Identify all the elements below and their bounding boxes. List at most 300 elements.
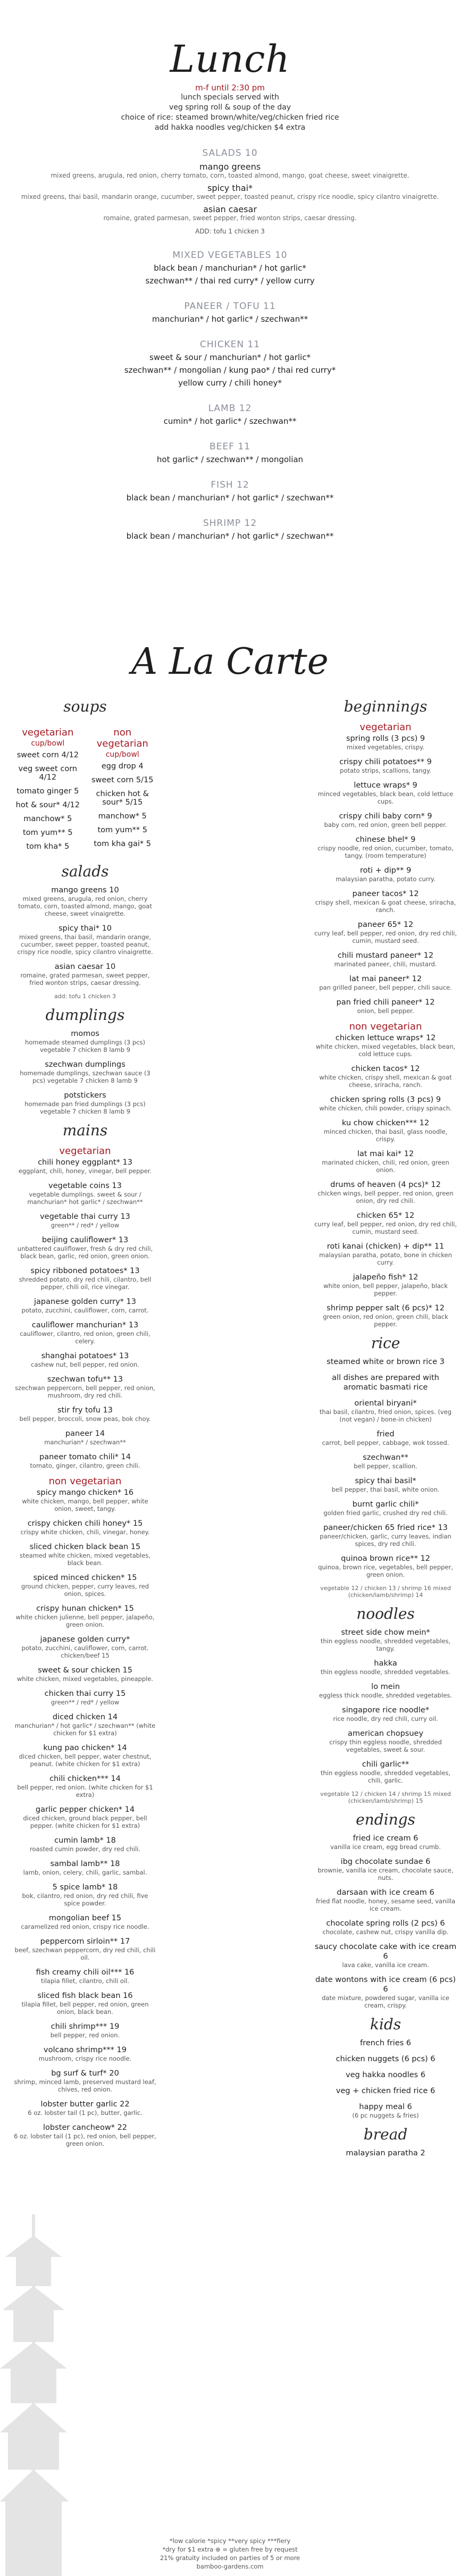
menu-item: [13, 1991, 157, 2015]
menu-item: [314, 734, 457, 751]
beginnings-nonveg-title: non vegetarian: [349, 1021, 422, 1032]
menu-item: [13, 1375, 157, 1399]
menu-item-name: chicken thai curry 15: [44, 1690, 126, 1698]
menu-item: [314, 1429, 457, 1446]
menu-item-name: spring rolls (3 pcs) 9: [346, 734, 425, 743]
menu-item: [13, 1029, 157, 1053]
menu-item-desc: quinoa, brown rice, vegetables, bell pepper, green onion.: [318, 1563, 453, 1578]
menu-item-name: peppercorn sirloin** 17: [40, 1937, 130, 1946]
menu-item: [314, 1942, 457, 1969]
menu-item-name: kung pao chicken* 14: [43, 1744, 127, 1752]
menu-item-name: sliced chicken black bean 15: [29, 1543, 141, 1551]
lunch-section-options: cumin* / hot garlic* / szechwan**: [163, 416, 297, 426]
menu-item-desc: mushroom, crispy rice noodle.: [38, 2055, 132, 2062]
menu-item-desc: manchurian* / hot garlic* / szechwan** (white chicken for $1 extra): [14, 1722, 156, 1737]
menu-item-name: garlic pepper chicken* 14: [35, 1805, 135, 1814]
menu-item: [314, 1273, 457, 1297]
menu-item-desc: bell pepper, red onion. (white chicken for $1 extra): [17, 1784, 153, 1799]
menu-item-desc: cauliflower, cilantro, red onion, green chili, celery.: [20, 1330, 150, 1345]
menu-item: [314, 1834, 457, 1851]
menu-item-desc: marinated chicken, chili, red onion, green onion.: [322, 1159, 449, 1174]
lunch-section-title: FISH 12: [211, 480, 249, 490]
soup-item: tom kha gai* 5: [94, 840, 151, 848]
salads-add: add: tofu 1 chicken 3: [54, 993, 116, 1000]
menu-item: [13, 1158, 157, 1175]
lunch-salad-name: spicy thai*: [207, 183, 253, 193]
lunch-protein-section: [0, 301, 460, 324]
menu-item-desc: beef, szechwan peppercorn, dry red chili, chili oil.: [14, 1946, 156, 1961]
lunch-salad-add: ADD: tofu 1 chicken 3: [195, 228, 265, 235]
lunch-salad-desc: romaine, grated parmesan, sweet pepper, fried wonton strips, caesar dressing.: [103, 214, 357, 222]
lunch-salads-title: SALADS 10: [202, 148, 258, 158]
menu-item-desc: thin eggless noodle, shredded vegetables, tangy.: [320, 1637, 451, 1652]
menu-item-desc: manchurian* / szechwan**: [44, 1438, 126, 1446]
menu-item-name: paneer tomato chili* 14: [39, 1453, 131, 1461]
menu-item: [13, 1181, 157, 1206]
soup-item: manchow* 5: [98, 812, 147, 821]
lunch-section: [0, 37, 460, 541]
menu-item: [13, 1805, 157, 1829]
menu-item-desc: homemade steamed dumplings (3 pcs) vegetable 7 chicken 8 lamb 9: [24, 1039, 145, 1053]
menu-item-name: szechwan dumplings: [45, 1060, 126, 1069]
lunch-protein-section: [0, 339, 460, 388]
lunch-section-title: BEEF 11: [210, 441, 250, 452]
endings-title: endings: [356, 1811, 415, 1828]
menu-item-name: spicy mango chicken* 16: [36, 1488, 134, 1497]
menu-item: [13, 1712, 157, 1737]
menu-item-desc: malaysian paratha, potato curry.: [336, 875, 436, 883]
menu-item-name: street side chow mein*: [341, 1628, 430, 1637]
bread-title: bread: [363, 2126, 408, 2143]
menu-item-desc: thai basil, cilantro, fried onion, spices. (veg (not vegan) / bone-in chicken): [319, 1408, 452, 1423]
menu-item-desc: bell pepper, scallion.: [354, 1462, 417, 1470]
menu-item-name: darsaan with ice cream 6: [337, 1888, 434, 1897]
salads-title: salads: [61, 863, 109, 880]
noodles-title: noodles: [356, 1605, 415, 1622]
menu-item-name: roti kanai (chicken) + dip** 11: [327, 1242, 445, 1251]
soup-item: manchow* 5: [23, 815, 72, 823]
menu-item: [13, 1406, 157, 1423]
menu-item-name: hakka: [374, 1659, 397, 1668]
menu-item: [314, 1682, 457, 1699]
menu-item-name: japanese golden curry* 13: [34, 1298, 136, 1306]
menu-item-name: roti + dip** 9: [359, 866, 412, 875]
menu-item-desc: minced chicken, thai basil, glass noodle, crispy.: [323, 1128, 448, 1143]
menu-item-name: spicy ribboned potatoes* 13: [30, 1267, 140, 1275]
menu-item-name: mongolian beef 15: [48, 1914, 122, 1922]
menu-item-name: chili mustard paneer* 12: [337, 951, 434, 960]
menu-item-desc: brownie, vanilla ice cream, chocolate sauce, nuts.: [317, 1867, 454, 1881]
menu-item-name: shanghai potatoes* 13: [41, 1352, 129, 1360]
lunch-section-options: hot garlic* / szechwan** / mongolian: [156, 455, 304, 464]
menu-item-desc: potato strips, scallions, tangy.: [340, 767, 431, 774]
menu-item-name: lobster butter garlic 22: [40, 2100, 130, 2109]
menu-item-name: french fries 6: [359, 2039, 412, 2047]
menu-item-desc: 6 oz. lobster tail (1 pc), butter, garlic.: [28, 2109, 143, 2117]
menu-item: [13, 924, 157, 956]
menu-item: [13, 1452, 157, 1469]
menu-item-desc: shredded potato, dry red chili, cilantro, bell pepper, chili oil, rice vinegar.: [19, 1276, 152, 1291]
lunch-section-options: black bean / manchurian* / hot garlic* / szechwan**: [126, 531, 334, 541]
menu-item: [314, 1760, 457, 1784]
menu-item-name: chili chicken*** 14: [49, 1775, 121, 1783]
menu-item-desc: shrimp, minced lamb, preserved mustard leaf, chives, red onion.: [14, 2078, 156, 2093]
menu-item: [314, 1399, 457, 1423]
menu-item: [314, 1857, 457, 1881]
menu-item-desc: golden fried garlic, crushed dry red chili.: [323, 1509, 448, 1517]
menu-item: [314, 2070, 457, 2080]
menu-item-name: 5 spice lamb* 18: [52, 1883, 118, 1892]
menu-item-desc: eggless thick noodle, shredded vegetables.: [319, 1692, 452, 1699]
menu-item: [314, 951, 457, 968]
menu-item: [314, 1373, 457, 1392]
menu-item: [314, 1064, 457, 1089]
soup-item: veg sweet corn 4/12: [18, 765, 78, 782]
menu-item-name: szechwan tofu** 13: [47, 1375, 123, 1384]
menu-item: [314, 1303, 457, 1328]
menu-item-name: chicken spring rolls (3 pcs) 9: [330, 1095, 441, 1104]
menu-item-desc: roasted cumin powder, dry red chili.: [29, 1845, 141, 1853]
lunch-salads: [0, 148, 460, 235]
menu-item-name: spicy thai* 10: [58, 924, 112, 933]
menu-item-name: paneer 14: [65, 1429, 105, 1438]
menu-item: [314, 1095, 457, 1112]
lunch-section-options: szechwan** / mongolian / kung pao* / thai red curry*: [124, 365, 336, 375]
menu-item: [13, 962, 157, 986]
menu-item: [13, 1429, 157, 1446]
menu-item-name: sliced fish black bean 16: [37, 1992, 133, 2000]
lunch-note: lunch specials served with: [181, 93, 279, 102]
menu-item-name: chicken lettuce wraps* 12: [335, 1034, 436, 1042]
menu-item: [314, 998, 457, 1015]
menu-item-desc: paneer/chicken, garlic, curry leaves, indian spices, dry red chili.: [320, 1533, 451, 1548]
menu-item-name: potstickers: [64, 1091, 106, 1100]
menu-item-desc: caramelized red onion, crispy rice noodle.: [21, 1923, 149, 1930]
beginnings-veg-title: vegetarian: [359, 722, 412, 733]
menu-item-name: chili garlic**: [362, 1760, 409, 1769]
soups-grid: [13, 721, 157, 856]
menu-item: [13, 1635, 157, 1659]
menu-item: [314, 1242, 457, 1266]
menu-item-desc: thin eggless noodle, shredded vegetables.: [320, 1668, 451, 1676]
menu-item-name: lettuce wraps* 9: [354, 781, 417, 790]
menu-item: [13, 1968, 157, 1985]
lunch-section-title: SHRIMP 12: [203, 518, 257, 529]
menu-item: [314, 781, 457, 805]
lunch-salad-desc: mixed greens, arugula, red onion, cherry tomato, corn, toasted almond, mango, goat cheese, sweet vinaigrette.: [51, 172, 409, 179]
menu-item-name: chicken tacos* 12: [351, 1065, 420, 1073]
menu-item-desc: tilapia fillet, bell pepper, red onion, green onion, black bean.: [21, 2001, 149, 2015]
menu-item-desc: homemade dumplings, szechwan sauce (3 pcs) vegetable 7 chicken 8 lamb 9: [20, 1069, 150, 1084]
menu-item-name: szechwan**: [363, 1453, 408, 1462]
menu-item: [314, 1659, 457, 1676]
menu-item: [314, 2054, 457, 2064]
menu-item: [13, 1743, 157, 1768]
menu-item: [13, 1666, 157, 1683]
menu-item-desc: minced vegetables, black bean, cold lettuce cups.: [317, 790, 454, 805]
menu-item-name: date wontons with ice cream (6 pcs) 6: [315, 1976, 456, 1994]
menu-item-desc: green** / red* / yellow: [51, 1699, 120, 1706]
soup-item: tom yum** 5: [97, 826, 147, 834]
menu-item-desc: white chicken, chili powder, crispy spinach.: [319, 1105, 452, 1112]
menu-item-name: paneer tacos* 12: [352, 890, 419, 898]
menu-item-desc: green** / red* / yellow: [51, 1222, 120, 1229]
menu-item-name: stir fry tofu 13: [57, 1406, 113, 1415]
soups-veg: [13, 721, 82, 856]
menu-item-name: fish creamy chili oil*** 16: [36, 1968, 135, 1977]
menu-item-desc: bell pepper, red onion.: [50, 2031, 120, 2039]
menu-item: [314, 974, 457, 991]
menu-item-desc: date mixture, powdered sugar, vanilla ice cream, crispy.: [322, 1994, 449, 2009]
menu-item-name: ibg chocolate sundae 6: [340, 1858, 431, 1866]
menu-item-desc: malaysian paratha, potato, bone in chicken curry.: [319, 1251, 452, 1266]
menu-item-name: sambal lamb** 18: [50, 1860, 120, 1868]
menu-item: [314, 1033, 457, 1058]
menu-item-name: malaysian paratha 2: [346, 2149, 425, 2157]
lunch-title: Lunch: [170, 37, 290, 81]
footer-line: *dry for $1 extra ⊕ = gluten free by request: [162, 2546, 298, 2553]
menu-item-desc: white chicken julienne, bell pepper, jalapeño, green onion.: [15, 1613, 155, 1628]
menu-item-name: volcano shrimp*** 19: [44, 2046, 127, 2054]
footer-line: 21% gratuity included on parties of 5 or more: [160, 2554, 300, 2562]
menu-item-desc: chicken wings, bell pepper, red onion, green onion, dry red chili.: [317, 1190, 454, 1205]
menu-item-name: shrimp pepper salt (6 pcs)* 12: [327, 1304, 445, 1312]
lunch-section-title: PANEER / TOFU 11: [184, 301, 276, 312]
menu-item: [314, 1180, 457, 1205]
menu-item-name: lat mai kai* 12: [357, 1150, 414, 1158]
soups-nonveg-title: non vegetarian: [96, 727, 148, 749]
menu-item-desc: white chicken, crispy shell, mexican & goat cheese, sriracha, ranch.: [319, 1074, 452, 1089]
menu-item: [13, 1266, 157, 1291]
menu-item-desc: marinated paneer, chili, mustard.: [334, 960, 437, 968]
menu-item-desc: white chicken, mango, bell pepper, white onion, sweet, tangy.: [22, 1498, 148, 1512]
menu-item-name: chili honey eggplant* 13: [38, 1158, 132, 1167]
menu-item-desc: crispy white chicken, chili, vinegar, honey.: [20, 1528, 150, 1536]
menu-item-name: all dishes are prepared with aromatic basmati rice: [332, 1374, 439, 1392]
menu-item: [13, 2100, 157, 2117]
menu-item-desc: tilapia fillet, cilantro, chili oil.: [41, 1977, 129, 1985]
menu-item: [13, 1542, 157, 1567]
footer: [0, 2537, 460, 2571]
lunch-section-options: manchurian* / hot garlic* / szechwan**: [152, 314, 308, 324]
noodles-note: vegetable 12 / chicken 14 / shrimp 15 mixed (chicken/lamb/shrimp) 15: [320, 1791, 451, 1804]
menu-item-name: jalapeño fish* 12: [353, 1273, 419, 1282]
menu-item-name: veg hakka noodles 6: [346, 2071, 425, 2079]
rice-title: rice: [371, 1334, 400, 1352]
menu-item-desc: baby corn, red onion, green bell pepper.: [324, 821, 447, 829]
menu-item: [314, 889, 457, 914]
menu-item: [13, 1859, 157, 1876]
lunch-protein-section: [0, 518, 460, 541]
menu-item-name: mango greens 10: [51, 886, 119, 894]
column-left: [13, 691, 157, 2154]
menu-item-desc: white onion, bell pepper, jalapeño, black pepper.: [323, 1282, 448, 1297]
menu-item: [314, 1211, 457, 1235]
menu-item-name: beijing cauliflower* 13: [41, 1236, 129, 1244]
menu-item-desc: onion, bell pepper.: [357, 1007, 414, 1015]
menu-item-desc: szechwan peppercorn, bell pepper, red onion, mushroom, dry red chili.: [15, 1384, 155, 1399]
menu-item: [13, 1913, 157, 1930]
soup-item: egg drop 4: [101, 762, 144, 771]
menu-item-name: chinese bhel* 9: [355, 835, 416, 844]
menu-item: [314, 2086, 457, 2096]
menu-item-desc: romaine, grated parmesan, sweet pepper, fried wonton strips, caesar dressing.: [20, 972, 150, 986]
menu-item-name: fried: [377, 1430, 395, 1438]
menu-item-desc: diced chicken, bell pepper, water chestnut, peanut. (white chicken for $1 extra): [19, 1753, 152, 1768]
menu-item-name: burnt garlic chili*: [352, 1500, 419, 1509]
menu-item-name: vegetable coins 13: [48, 1182, 122, 1190]
menu-item: [13, 1883, 157, 1907]
mains-title: mains: [62, 1122, 108, 1139]
menu-item-desc: crispy shell, mexican & goat cheese, sriracha, ranch.: [315, 899, 456, 914]
lunch-section-options: szechwan** / thai red curry* / yellow curry: [145, 276, 315, 286]
menu-item-desc: white chicken, mixed vegetables, black bean, cold lettuce cups.: [315, 1043, 456, 1058]
menu-item-desc: lava cake, vanilla ice cream.: [342, 1961, 429, 1969]
menu-item-desc: mixed vegetables, crispy.: [347, 743, 424, 751]
menu-item: [13, 1689, 157, 1706]
menu-item: [13, 1091, 157, 1115]
menu-item: [13, 2123, 157, 2147]
menu-item-desc: (6 pc nuggets & fries): [352, 2112, 419, 2119]
lunch-salad-name: mango greens: [199, 162, 261, 172]
menu-item: [13, 1212, 157, 1229]
menu-item-name: veg + chicken fried rice 6: [336, 2087, 436, 2095]
menu-item-name: japanese golden curry*: [40, 1635, 130, 1644]
footer-line: *low calorie *spicy **very spicy ***fiery: [169, 2537, 291, 2545]
menu-item-desc: crispy noodle, red onion, cucumber, tomato, tangy. (room temperature): [317, 844, 454, 859]
menu-item: [314, 1357, 457, 1367]
pagoda-illustration: [0, 2193, 80, 2576]
menu-item-desc: 6 oz. lobster tail (1 pc), red onion, bell pepper, green onion.: [14, 2132, 156, 2147]
lunch-note: add hakka noodles veg/chicken $4 extra: [154, 123, 306, 132]
menu-item: [13, 1297, 157, 1314]
menu-item: [13, 1351, 157, 1368]
menu-item-desc: bell pepper, thai basil, white onion.: [331, 1486, 440, 1493]
menu-item-desc: vanilla ice cream, egg bread crumb.: [330, 1843, 441, 1851]
menu-item-name: chicken 65* 12: [356, 1211, 415, 1220]
lunch-protein-section: [0, 441, 460, 465]
soups-title: soups: [63, 698, 107, 715]
menu-item: [314, 1118, 457, 1143]
menu-item-desc: steamed white chicken, mixed vegetables, black bean.: [20, 1552, 150, 1567]
lunch-protein-section: [0, 250, 460, 286]
lunch-section-options: yellow curry / chili honey*: [178, 378, 282, 388]
soup-item: sweet corn 4/12: [16, 751, 79, 759]
menu-item: [13, 2045, 157, 2062]
menu-item-desc: mixed greens, thai basil, mandarin orange, cucumber, sweet pepper, toasted peanut, crispy rice noodle, spicy cilantro vinaigrette.: [17, 933, 153, 956]
menu-item-name: paneer/chicken 65 fried rice* 13: [323, 1524, 448, 1532]
menu-item: [314, 1705, 457, 1722]
mains-veg-title: vegetarian: [59, 1145, 111, 1157]
menu-item: [314, 2102, 457, 2119]
menu-item-desc: pan grilled paneer, bell pepper, chili sauce.: [319, 984, 452, 991]
menu-item: [314, 1453, 457, 1470]
menu-item: [314, 757, 457, 774]
lunch-section-options: black bean / manchurian* / hot garlic* / szechwan**: [126, 493, 334, 503]
lunch-note: veg spring roll & soup of the day: [169, 103, 291, 112]
menu-item-desc: rice noodle, dry red chili, curry oil.: [333, 1715, 438, 1722]
dumplings-title: dumplings: [45, 1006, 125, 1024]
lunch-section-title: MIXED VEGETABLES 10: [172, 250, 288, 261]
menu-item-desc: diced chicken, ground black pepper, bell pepper. (white chicken for $1 extra): [23, 1814, 147, 1829]
lunch-salad-desc: mixed greens, thai basil, mandarin orange, cucumber, sweet pepper, toasted peanut, crispy rice noodle, spicy cilantro vinaigrette.: [21, 193, 439, 200]
menu-item-desc: mixed greens, arugula, red onion, cherry tomato, corn, toasted almond, mango, goat cheese, sweet vinaigrette.: [18, 895, 152, 917]
menu-item-desc: potato, zucchini, cauliflower, corn, carrot.: [21, 1307, 149, 1314]
menu-item-name: happy meal 6: [359, 2103, 412, 2111]
soup-item: hot & sour* 4/12: [15, 801, 80, 809]
menu-item-name: lo mein: [371, 1683, 400, 1691]
menu-item-name: lat mai paneer* 12: [349, 975, 422, 983]
menu-item: [13, 1235, 157, 1260]
menu-item-name: bg surf & turf* 20: [51, 2069, 119, 2078]
menu-item-desc: white chicken, mixed vegetables, pineapple.: [16, 1675, 154, 1683]
menu-item: [314, 2148, 457, 2158]
menu-item: [13, 1604, 157, 1628]
menu-item-name: crispy chicken chili honey* 15: [27, 1519, 143, 1528]
menu-item-name: chili shrimp*** 19: [51, 2022, 120, 2031]
menu-item: [314, 1729, 457, 1753]
menu-item-name: steamed white or brown rice 3: [327, 1358, 445, 1366]
soup-item: tom yum** 5: [23, 829, 73, 837]
lunch-protein-section: [0, 403, 460, 426]
menu-item-name: diced chicken 14: [52, 1713, 118, 1721]
menu-item-desc: unbattered cauliflower, fresh & dry red chili, black bean, garlic, red onion, green onion.: [17, 1245, 153, 1260]
beginnings-title: beginnings: [344, 698, 428, 715]
soups-nonveg-sub: cup/bowl: [105, 750, 139, 759]
lunch-protein-section: [0, 480, 460, 503]
menu-item: [314, 835, 457, 859]
lunch-salad-name: asian caesar: [203, 204, 257, 214]
menu-item-desc: bok, cilantro, red onion, dry red chili, five spice powder.: [22, 1892, 148, 1907]
menu-item-name: spicy thai basil*: [355, 1477, 416, 1485]
menu-item-name: asian caesar 10: [54, 963, 116, 971]
menu-item-name: crispy hunan chicken* 15: [36, 1604, 134, 1613]
menu-item-desc: carrot, bell pepper, cabbage, wok tossed.: [322, 1439, 449, 1446]
menu-item-desc: thin eggless noodle, shredded vegetables, chili, garlic.: [320, 1769, 451, 1784]
menu-item-name: pan fried chili paneer* 12: [336, 998, 435, 1007]
menu-item: [314, 1888, 457, 1912]
menu-item-name: quinoa brown rice** 12: [341, 1554, 430, 1563]
menu-item-name: sweet & sour chicken 15: [38, 1666, 132, 1675]
menu-item-name: crispy chili potatoes** 9: [339, 758, 432, 766]
menu-item: [314, 920, 457, 944]
lunch-section-options: black bean / manchurian* / hot garlic*: [154, 263, 306, 273]
menu-item-name: vegetable thai curry 13: [40, 1212, 130, 1221]
menu-item-name: lobster cancheow* 22: [43, 2123, 127, 2132]
menu-item-name: momos: [71, 1030, 99, 1038]
menu-item-desc: potato, zucchini, cauliflower, corn, carrot. chicken/beef 15: [21, 1644, 149, 1659]
menu-item-desc: lamb, onion, celery, chili, garlic, sambal.: [23, 1869, 147, 1876]
menu-item-name: paneer 65* 12: [357, 921, 414, 929]
menu-item-name: fried ice cream 6: [353, 1834, 419, 1843]
soup-item: chicken hot & sour* 5/15: [96, 790, 149, 807]
menu-item-name: chicken nuggets (6 pcs) 6: [336, 2055, 436, 2063]
menu-item-name: saucy chocolate cake with ice cream 6: [314, 1943, 457, 1961]
menu-item-desc: curry leaf, bell pepper, red onion, dry red chili, cumin, mustard seed.: [314, 1220, 457, 1235]
column-right: [314, 691, 457, 2164]
menu-item-desc: green onion, red onion, green chili, black pepper.: [323, 1313, 448, 1328]
menu-item-desc: homemade pan fried dumplings (3 pcs) vegetable 7 chicken 8 lamb 9: [24, 1100, 146, 1115]
rice-note: vegetable 12 / chicken 13 / shrimp 16 mixed (chicken/lamb/shrimp) 14: [320, 1585, 451, 1599]
menu-item-name: ku chow chicken*** 12: [341, 1119, 430, 1127]
menu-item: [13, 1060, 157, 1084]
menu-item: [314, 1476, 457, 1493]
menu-item: [314, 1628, 457, 1652]
menu-item: [13, 2022, 157, 2039]
menu-item: [13, 2069, 157, 2093]
soups-veg-title: vegetarian: [22, 727, 74, 738]
menu-item: [314, 1149, 457, 1174]
